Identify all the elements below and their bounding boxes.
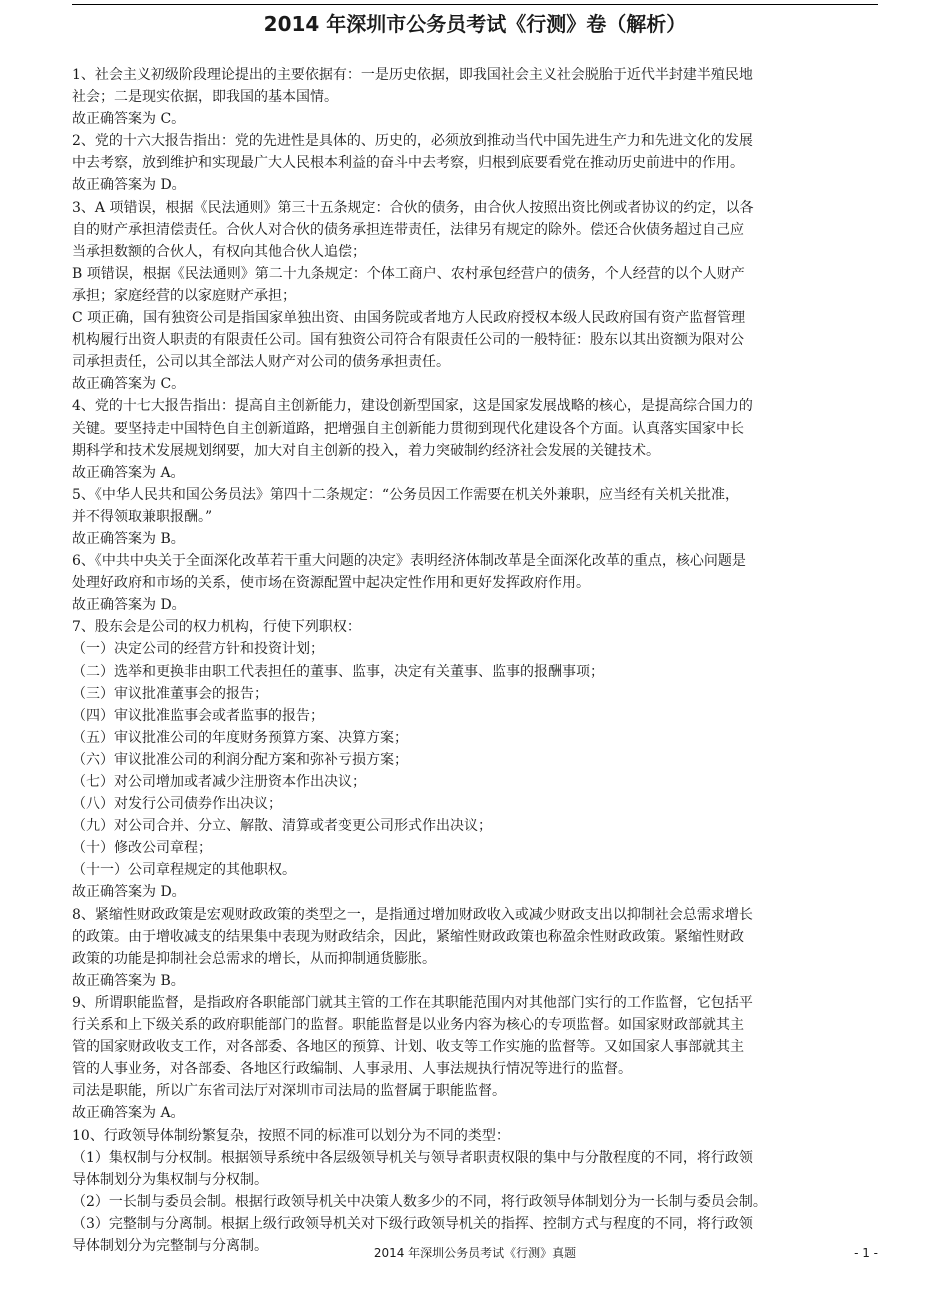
text-line: （四）审议批准监事会或者监事的报告； [72,707,324,724]
text-line: （五）审议批准公司的年度财务预算方案、决算方案； [72,729,408,746]
footer-title: 2014 年深圳公务员考试《行测》真题 [373,1246,577,1260]
text-line: 8、紧缩性财政政策是宏观财政政策的类型之一，是指通过增加财政收入或减少财政支出以抑制社会总需求增长 [72,906,753,923]
text-line: 关键。要坚持走中国特色自主创新道路，把增强自主创新能力贯彻到现代化建设各个方面。认真落实国家中长 [72,420,744,437]
page-number: - 1 - [854,1246,878,1260]
text-line: 2、党的十六大报告指出：党的先进性是具体的、历史的，必须放到推动当代中国先进生产力和先进文化的发展 [72,133,753,150]
text-line: 的政策。由于增收减支的结果集中表现为财政结余，因此，紧缩性财政政策也称盈余性财政政策。紧缩性财政 [72,928,744,945]
text-line: 9、所谓职能监督，是指政府各职能部门就其主管的工作在其职能范围内对其他部门实行的工作监督，它包括平 [72,994,753,1011]
text-line: 故正确答案为 D。 [72,177,186,194]
header-rule [72,4,878,5]
text-line: 导体制划分为完整制与分离制。 [72,1237,268,1254]
text-line: （1）集权制与分权制。根据领导系统中各层级领导机关与领导者职责权限的集中与分散程度的不同，将行政领 [72,1149,753,1166]
text-line: 1、社会主义初级阶段理论提出的主要依据有：一是历史依据，即我国社会主义社会脱胎于近代半封建半殖民地 [72,67,753,83]
text-line: （2）一长制与委员会制。根据行政领导机关中决策人数多少的不同，将行政领导体制划分为一长制与委员会制。 [72,1193,767,1210]
text-line: 处理好政府和市场的关系，使市场在资源配置中起决定性作用和更好发挥政府作用。 [72,575,590,592]
text-line: （一）决定公司的经营方针和投资计划； [72,641,324,658]
text-line: （六）审议批准公司的利润分配方案和弥补亏损方案； [72,751,408,768]
text-line: 社会；二是现实依据，即我国的基本国情。 [72,89,338,106]
text-line: 故正确答案为 D。 [72,597,186,614]
text-line: 自的财产承担清偿责任。合伙人对合伙的债务承担连带责任，法律另有规定的除外。偿还合伙债务超过自己应 [72,221,744,238]
text-line: 7、股东会是公司的权力机构，行使下列职权： [72,619,361,636]
text-line: 机构履行出资人职责的有限责任公司。国有独资公司符合有限责任公司的一般特征：股东以其出资额为限对公 [72,332,744,349]
text-line: 导体制划分为集权制与分权制。 [72,1171,268,1188]
text-line: 司承担责任，公司以其全部法人财产对公司的债务承担责任。 [72,354,450,371]
text-line: 政策的功能是抑制社会总需求的增长，从而抑制通货膨胀。 [72,950,436,967]
text-line: 司法是职能，所以广东省司法厅对深圳市司法局的监督属于职能监督。 [72,1083,506,1100]
text-line: 3、A 项错误，根据《民法通则》第三十五条规定：合伙的债务，由合伙人按照出资比例或者协议的约定，以各 [72,199,754,216]
text-line: 10、行政领导体制纷繁复杂，按照不同的标准可以划分为不同的类型： [72,1127,510,1144]
text-line: C 项正确，国有独资公司是指国家单独出资、由国务院或者地方人民政府授权本级人民政府国有资产监督管理 [72,310,746,327]
text-line: 故正确答案为 A。 [72,1105,185,1122]
text-line: 承担；家庭经营的以家庭财产承担； [72,287,296,304]
text-line: 故正确答案为 C。 [72,376,186,393]
text-line: 管的人事业务，对各部委、各地区行政编制、人事录用、人事法规执行情况等进行的监督。 [72,1061,632,1078]
text-line: 4、党的十七大报告指出：提高自主创新能力，建设创新型国家，这是国家发展战略的核心，是提高综合国力的 [72,398,753,415]
text-line: 中去考察，放到维护和实现最广大人民根本利益的奋斗中去考察，归根到底要看党在推动历史前进中的作用。 [72,155,744,172]
text-line: 故正确答案为 B。 [72,972,185,989]
text-line: 5、《中华人民共和国公务员法》第四十二条规定：“公务员因工作需要在机关外兼职，应当经有关机关批准， [72,486,740,503]
text-line: 6、《中共中央关于全面深化改革若干重大问题的决定》表明经济体制改革是全面深化改革的重点，核心问题是 [72,553,746,570]
text-line: （3）完整制与分离制。根据上级行政领导机关对下级行政领导机关的指挥、控制方式与程度的不同，将行政领 [72,1215,753,1232]
text-line: 行关系和上下级关系的政府职能部门的监督。职能监督是以业务内容为核心的专项监督。如国家财政部就其主 [72,1017,744,1034]
document-title: 2014 年深圳市公务员考试《行测》卷（解析） [263,12,687,36]
text-line: 故正确答案为 B。 [72,530,185,547]
text-line: （九）对公司合并、分立、解散、清算或者变更公司形式作出决议； [72,818,492,835]
text-line: 并不得领取兼职报酬。” [72,508,213,525]
text-line: 故正确答案为 C。 [72,111,186,128]
text-line: （八）对发行公司债券作出决议； [72,796,282,813]
text-line: （十）修改公司章程； [72,840,212,857]
text-line: B 项错误，根据《民法通则》第二十九条规定：个体工商户、农村承包经营户的债务，个人经营的以个人财产 [72,265,745,282]
text-line: 期科学和技术发展规划纲要，加大对自主创新的投入，着力突破制约经济社会发展的关键技术。 [72,442,660,459]
text-line: （三）审议批准董事会的报告； [72,685,268,702]
text-line: 管的国家财政收支工作，对各部委、各地区的预算、计划、收支等工作实施的监督等。又如国家人事部就其主 [72,1039,744,1056]
text-line: 故正确答案为 A。 [72,464,185,481]
text-line: 故正确答案为 D。 [72,884,186,901]
text-line: 当承担数额的合伙人，有权向其他合伙人追偿； [72,243,366,260]
text-line: （二）选举和更换非由职工代表担任的董事、监事，决定有关董事、监事的报酬事项； [72,663,604,680]
text-line: （七）对公司增加或者减少注册资本作出决议； [72,774,366,790]
document-body [72,64,880,1257]
text-line: （十一）公司章程规定的其他职权。 [72,862,296,879]
